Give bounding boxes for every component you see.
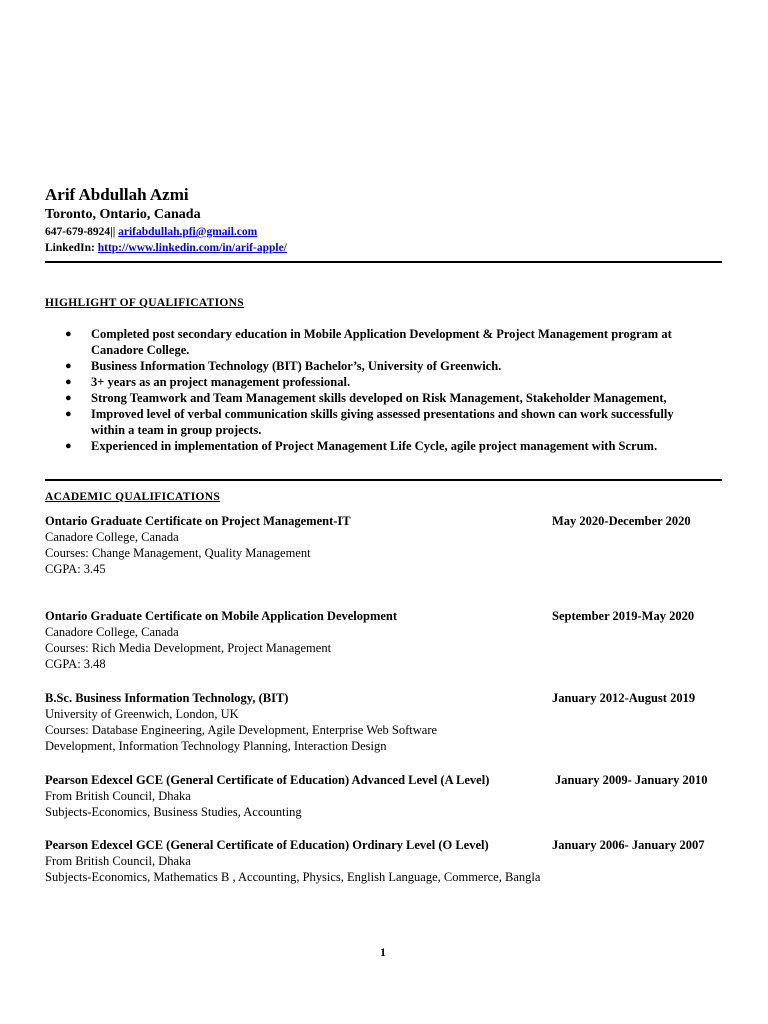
list-item: ● 3+ years as an project management professional.	[65, 375, 351, 389]
list-item: ● Experienced in implementation of Project Management Life Cycle, agile project management with Scrum.	[65, 439, 658, 453]
section-divider	[45, 479, 722, 481]
list-item: ● Strong Teamwork and Team Management skills developed on Risk Management, Stakeholder Management,	[65, 391, 667, 405]
bullet-icon: ●	[65, 392, 72, 404]
bullet-icon: ●	[65, 440, 72, 452]
courses: Courses: Rich Media Development, Project Management	[45, 641, 332, 655]
institution: From British Council, Dhaka	[45, 854, 191, 868]
education-entry	[45, 608, 725, 672]
bullet-icon: ●	[65, 360, 72, 372]
degree-title: Pearson Edexcel GCE (General Certificate of Education) Ordinary Level (O Level)	[45, 838, 489, 852]
bullet-icon: ●	[65, 328, 72, 340]
institution: Canadore College, Canada	[45, 625, 179, 639]
degree-dates: September 2019-May 2020	[552, 609, 695, 623]
bullet-icon: ●	[65, 408, 72, 420]
institution: University of Greenwich, London, UK	[45, 707, 239, 721]
degree-title: Pearson Edexcel GCE (General Certificate of Education) Advanced Level (A Level)	[45, 773, 490, 787]
list-item: ● Business Information Technology (BIT) Bachelor’s, University of Greenwich.	[65, 359, 502, 373]
institution: From British Council, Dhaka	[45, 789, 191, 803]
highlights-list	[45, 326, 725, 454]
education-entry	[45, 837, 725, 885]
candidate-name: Arif Abdullah Azmi	[45, 185, 189, 204]
highlights-heading: HIGHLIGHT OF QUALIFICATIONS	[45, 297, 244, 309]
linkedin-link[interactable]: http://www.linkedin.com/in/arif-apple/	[97, 242, 287, 254]
candidate-location: Toronto, Ontario, Canada	[45, 207, 201, 222]
courses: Courses: Database Engineering, Agile Development, Enterprise Web Software	[45, 723, 438, 737]
degree-dates: January 2012-August 2019	[552, 691, 696, 705]
linkedin-line	[45, 242, 287, 254]
linkedin-label: LinkedIn:	[45, 242, 95, 254]
degree-title: B.Sc. Business Information Technology, (BIT)	[45, 691, 289, 705]
page-number: 1	[380, 945, 386, 959]
degree-title: Ontario Graduate Certificate on Project Management-IT	[45, 514, 351, 528]
cgpa: CGPA: 3.48	[45, 657, 106, 671]
list-item: ● Completed post secondary education in Mobile Application Development & Project Management program at Canadore College.	[65, 327, 672, 357]
contact-line	[45, 226, 257, 238]
education-entry	[45, 772, 725, 820]
institution: Canadore College, Canada	[45, 530, 179, 544]
subjects: Subjects-Economics, Business Studies, Accounting	[45, 805, 302, 819]
phone-number: 647-679-8924||	[45, 226, 116, 238]
degree-dates: January 2009- January 2010	[555, 773, 708, 787]
education-entry	[45, 690, 725, 754]
bullet-icon: ●	[65, 376, 72, 388]
academic-heading: ACADEMIC QUALIFICATIONS	[45, 491, 221, 503]
cgpa: CGPA: 3.45	[45, 562, 106, 576]
degree-dates: May 2020-December 2020	[552, 514, 691, 528]
header-divider	[45, 261, 722, 263]
degree-dates: January 2006- January 2007	[552, 838, 705, 852]
courses-continued: Development, Information Technology Planning, Interaction Design	[45, 739, 387, 753]
email-link[interactable]: arifabdullah.pfi@gmail.com	[118, 226, 258, 238]
education-entry	[45, 513, 725, 577]
subjects: Subjects-Economics, Mathematics B , Accounting, Physics, English Language, Commerce, Bangla	[45, 870, 541, 884]
list-item: ● Improved level of verbal communication skills giving assessed presentations and shown can work successfully within a team in group projects.	[65, 407, 674, 437]
degree-title: Ontario Graduate Certificate on Mobile Application Development	[45, 609, 398, 623]
courses: Courses: Change Management, Quality Management	[45, 546, 311, 560]
